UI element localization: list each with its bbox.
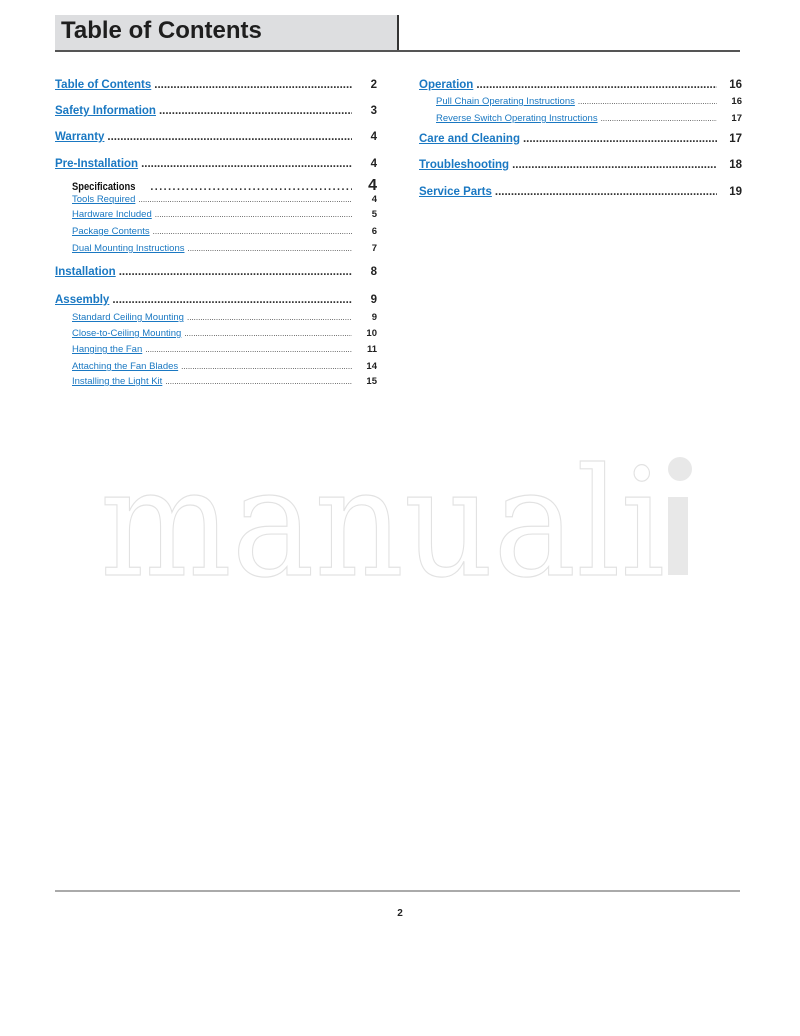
- toc-entry-label: Specifications: [72, 181, 136, 193]
- toc-entry-label[interactable]: Operation: [419, 79, 474, 91]
- dot-leader: [141, 158, 352, 170]
- toc-entry-label[interactable]: Assembly: [55, 294, 110, 306]
- toc-entry-label[interactable]: Hardware Included: [72, 209, 152, 220]
- dot-leader: [145, 345, 352, 354]
- toc-entry-page: 14: [366, 361, 377, 372]
- toc-entry-page: 16: [731, 96, 742, 107]
- toc-entry[interactable]: [72, 328, 377, 339]
- toc-entry-page: 8: [370, 266, 377, 278]
- toc-entry-page: 4: [370, 158, 377, 170]
- toc-entry[interactable]: [436, 113, 742, 124]
- toc-entry[interactable]: [72, 243, 377, 254]
- header-divider: [397, 15, 399, 52]
- dot-leader: [107, 131, 352, 143]
- dot-leader: [153, 227, 352, 236]
- toc-entry[interactable]: [55, 105, 377, 117]
- toc-entry-label[interactable]: Dual Mounting Instructions: [72, 243, 185, 254]
- toc-entry[interactable]: [419, 186, 742, 198]
- toc-entry-page: 4: [368, 177, 377, 194]
- toc-entry-label[interactable]: Pull Chain Operating Instructions: [436, 96, 575, 107]
- dot-leader: [187, 313, 352, 322]
- toc-entry[interactable]: [419, 133, 742, 145]
- toc-entry[interactable]: [55, 266, 377, 278]
- toc-entry-page: 4: [371, 194, 377, 205]
- toc-entry-label[interactable]: Pre-Installation: [55, 158, 139, 170]
- toc-entry[interactable]: [72, 312, 377, 323]
- dot-leader: [601, 114, 717, 123]
- dot-leader: [578, 97, 717, 106]
- toc-entry[interactable]: [72, 194, 377, 205]
- toc-entry-page: 10: [366, 328, 377, 339]
- dot-leader: [154, 79, 352, 91]
- dot-leader: [119, 266, 352, 278]
- toc-entry[interactable]: [55, 158, 377, 170]
- toc-entry-page: 16: [729, 79, 742, 91]
- header-rule: [55, 50, 740, 52]
- toc-entry-page: 4: [370, 131, 377, 143]
- page-number: 2: [397, 908, 403, 919]
- dot-leader: [138, 195, 352, 204]
- toc-entry-page: 6: [371, 226, 377, 237]
- page-title: Table of Contents: [61, 17, 262, 44]
- toc-entry-page: 17: [731, 113, 742, 124]
- toc-entry-page: 3: [370, 105, 377, 117]
- toc-entry-label[interactable]: Care and Cleaning: [419, 133, 520, 145]
- dot-leader: [181, 362, 352, 371]
- toc-entry-page: 9: [371, 312, 377, 323]
- footer-rule: [55, 890, 740, 892]
- toc-entry[interactable]: [55, 294, 377, 306]
- toc-entry[interactable]: [55, 131, 377, 143]
- toc-entry[interactable]: [55, 79, 377, 91]
- toc-entry-label[interactable]: Service Parts: [419, 186, 492, 198]
- dot-leader: [523, 133, 717, 145]
- toc-entry-label[interactable]: Warranty: [55, 131, 105, 143]
- toc-entry-label[interactable]: Package Contents: [72, 226, 150, 237]
- dot-leader: [155, 210, 352, 219]
- toc-entry-label[interactable]: Troubleshooting: [419, 159, 510, 171]
- toc-entry-label[interactable]: Standard Ceiling Mounting: [72, 312, 184, 323]
- toc-entry-page: 19: [729, 186, 742, 198]
- dot-leader: [187, 244, 352, 253]
- toc-entry-label[interactable]: Installation: [55, 266, 116, 278]
- toc-entry: [72, 177, 377, 195]
- toc-entry-label[interactable]: Close-to-Ceiling Mounting: [72, 328, 182, 339]
- toc-entry-label[interactable]: Tools Required: [72, 194, 136, 205]
- toc-entry-page: 5: [371, 209, 377, 220]
- dot-leader: [184, 329, 352, 338]
- toc-entry-page: 11: [366, 344, 377, 355]
- toc-entry-label[interactable]: Reverse Switch Operating Instructions: [436, 113, 598, 124]
- dot-leader: [495, 186, 717, 198]
- dot-leader: [165, 377, 352, 386]
- toc-entry-page: 15: [366, 376, 377, 387]
- toc-entry-page: 7: [371, 243, 377, 254]
- toc-entry-label[interactable]: Installing the Light Kit: [72, 376, 163, 387]
- toc-entry[interactable]: [72, 361, 377, 372]
- toc-entry[interactable]: [72, 376, 377, 387]
- toc-entry-label[interactable]: Hanging the Fan: [72, 344, 143, 355]
- toc-entry[interactable]: [419, 159, 742, 171]
- dot-leader: [112, 294, 352, 306]
- toc-entry-page: 2: [370, 79, 377, 91]
- toc-entry[interactable]: [72, 209, 377, 220]
- dot-leader: [512, 159, 717, 171]
- toc-entry[interactable]: [436, 96, 742, 107]
- toc-entry-page: 17: [729, 133, 742, 145]
- toc-entry-label[interactable]: Table of Contents: [55, 79, 152, 91]
- toc-entry[interactable]: [419, 79, 742, 91]
- toc-entry-label[interactable]: Safety Information: [55, 105, 156, 117]
- dot-leader: [159, 105, 352, 117]
- toc-entry-page: 18: [729, 159, 742, 171]
- watermark-logo: [100, 455, 700, 585]
- toc-entry[interactable]: [72, 344, 377, 355]
- svg-text:manuali: manuali: [100, 455, 665, 585]
- toc-entry-label[interactable]: Attaching the Fan Blades: [72, 361, 179, 372]
- toc-entry-page: 9: [370, 294, 377, 306]
- toc-entry[interactable]: [72, 226, 377, 237]
- dot-leader: [150, 177, 352, 195]
- dot-leader: [476, 79, 717, 91]
- page-header: [55, 15, 399, 51]
